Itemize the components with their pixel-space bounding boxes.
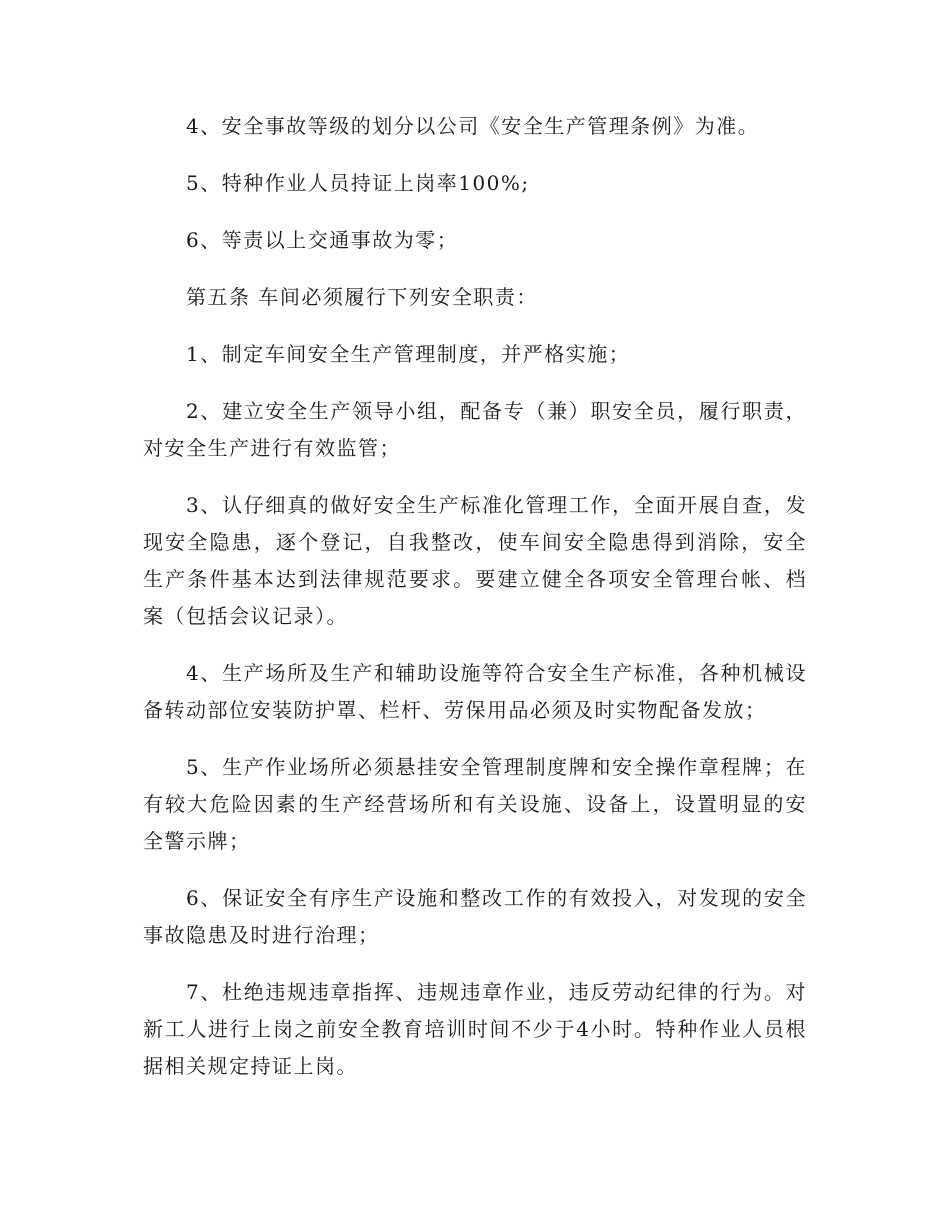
paragraph-duty-2: 2、建立安全生产领导小组，配备专（兼）职安全员，履行职责，对安全生产进行有效监管； — [143, 399, 807, 460]
article-five-heading: 第五条 车间必须履行下列安全职责： — [186, 285, 538, 309]
paragraph-duty-3: 3、认仔细真的做好安全生产标准化管理工作，全面开展自查，发现安全隐患，逐个登记，自我整改，使车间安全隐患得到消除，安全生产条件基本达到法律规范要求。要建立健全各项安全管理台帐、档案（包括会议记录）。 — [143, 493, 807, 628]
paragraph-duty-7: 7、杜绝违规违章指挥、违规违章作业，违反劳动纪律的行为。对新工人进行上岗之前安全教育培训时间不少于4小时。特种作业人员根据相关规定持证上岗。 — [143, 980, 807, 1078]
paragraph-certified-rate: 5、特种作业人员持证上岗率100%; — [186, 171, 530, 195]
paragraph-duty-1: 1、制定车间安全生产管理制度，并严格实施； — [186, 342, 631, 366]
document-body — [143, 108, 807, 1105]
paragraph-duty-5: 5、生产作业场所必须悬挂安全管理制度牌和安全操作章程牌；在有较大危险因素的生产经营场所和有关设施、设备上，设置明显的安全警示牌； — [143, 755, 807, 853]
paragraph-traffic-accident: 6、等责以上交通事故为零； — [186, 228, 459, 252]
paragraph-accident-level: 4、安全事故等级的划分以公司《安全生产管理条例》为准。 — [186, 114, 760, 138]
paragraph-duty-6: 6、保证安全有序生产设施和整改工作的有效投入，对发现的安全事故隐患及时进行治理； — [143, 886, 807, 947]
paragraph-duty-4: 4、生产场所及生产和辅助设施等符合安全生产标准，各种机械设备转动部位安装防护罩、栏杆、劳保用品必须及时实物配备发放； — [143, 661, 807, 722]
